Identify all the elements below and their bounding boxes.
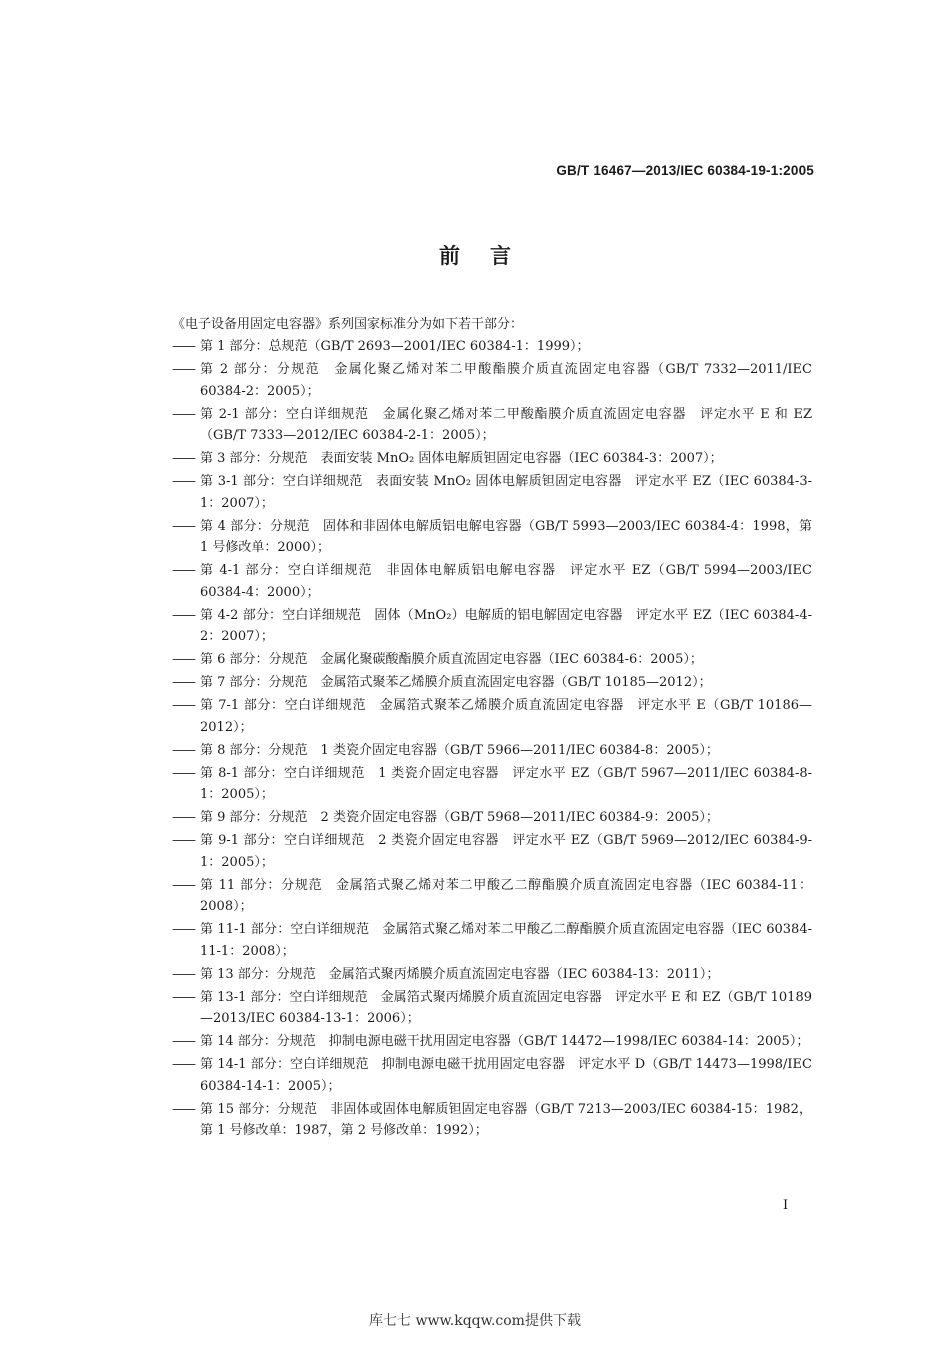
dash-marker: —— (172, 652, 194, 667)
list-item-text: 第 7 部分：分规范 金属箔式聚苯乙烯膜介质直流固定电容器（GB/T 10185—2012）； (200, 675, 712, 690)
list-item (172, 830, 812, 873)
list-item-text: 第 8 部分：分规范 1 类瓷介固定电容器（GB/T 5966—2011/IEC 60384-8：2005）； (200, 742, 719, 758)
list-item-text: 第 2-1 部分：空白详细规范 金属化聚乙烯对苯二甲酸酯膜介质直流固定电容器 评定水平 E 和 EZ（GB/T 7333—2012/IEC 60384-2-1：2005）； (200, 406, 812, 443)
parts-list (172, 336, 812, 1142)
list-item (172, 919, 812, 962)
list-item (172, 471, 812, 514)
list-item (172, 560, 812, 603)
list-item-text: 第 13-1 部分：空白详细规范 金属箔式聚丙烯膜介质直流固定电容器 评定水平 E 和 EZ（GB/T 10189—2013/IEC 60384-13-1：2006）； (200, 989, 812, 1026)
page-title: 前言 (439, 244, 541, 268)
list-item (172, 763, 812, 806)
list-item (172, 987, 812, 1030)
list-item-text: 第 8-1 部分：空白详细规范 1 类瓷介固定电容器 评定水平 EZ（GB/T 5967—2011/IEC 60384-8-1：2005）； (200, 765, 812, 802)
dash-marker: —— (172, 877, 194, 893)
list-item (172, 875, 812, 918)
list-item (172, 807, 812, 829)
list-item-text: 第 3 部分：分规范 表面安装 MnO₂ 固体电解质钽固定电容器（IEC 60384-3：2007）； (200, 451, 723, 466)
list-item-text: 第 7-1 部分：空白详细规范 金属箔式聚苯乙烯膜介质直流固定电容器 评定水平 E（GB/T 10186—2012）； (200, 698, 812, 735)
dash-marker: —— (172, 698, 194, 713)
dash-marker: —— (172, 1057, 194, 1072)
list-item-text: 第 9-1 部分：空白详细规范 2 类瓷介固定电容器 评定水平 EZ（GB/T 5969—2012/IEC 60384-9-1：2005）； (200, 833, 812, 870)
list-item-text: 第 4-1 部分：空白详细规范 非固体电解质铝电解电容器 评定水平 EZ（GB/T 5994—2003/IEC 60384-4：2000）； (200, 563, 812, 600)
dash-marker: —— (172, 1034, 194, 1049)
list-item (172, 672, 812, 694)
list-item (172, 448, 812, 470)
list-item-text: 第 14-1 部分：空白详细规范 抑制电源电磁干扰用固定电容器 评定水平 D（GB/T 14473—1998/IEC 60384-14-1：2005）； (200, 1057, 812, 1094)
list-item (172, 516, 812, 559)
list-item (172, 695, 812, 738)
dash-marker: —— (172, 922, 194, 937)
intro-text: 《电子设备用固定电容器》系列国家标准分为如下若干部分： (172, 317, 524, 332)
page-number: I (783, 1198, 789, 1213)
dash-marker: —— (172, 675, 194, 690)
list-item (172, 964, 812, 986)
dash-marker: —— (172, 833, 194, 848)
standard-code: GB/T 16467—2013/IEC 60384-19-1:2005 (556, 163, 814, 178)
dash-marker: —— (172, 765, 194, 781)
dash-marker: —— (172, 406, 194, 422)
dash-marker: —— (172, 989, 194, 1005)
foreword-body (172, 314, 812, 1143)
list-item (172, 336, 812, 358)
list-item-text: 第 4-2 部分：空白详细规范 固体（MnO₂）电解质的铝电解固定电容器 评定水平 EZ（IEC 60384-4-2：2007）； (200, 607, 812, 644)
list-item (172, 605, 812, 648)
list-item-text: 第 1 部分：总规范（GB/T 2693—2001/IEC 60384-1：1999）； (200, 339, 590, 354)
list-item (172, 649, 812, 671)
list-item-text: 第 11-1 部分：空白详细规范 金属箔式聚乙烯对苯二甲酸乙二醇酯膜介质直流固定电容器（IEC 60384-11-1：2008）； (200, 922, 812, 959)
list-item-text: 第 2 部分：分规范 金属化聚乙烯对苯二甲酸酯膜介质直流固定电容器（GB/T 7332—2011/IEC 60384-2：2005）； (200, 362, 812, 399)
list-item (172, 740, 812, 762)
dash-marker: —— (172, 339, 194, 354)
list-item (172, 1031, 812, 1053)
list-item-text: 第 15 部分：分规范 非固体或固体电解质钽固定电容器（GB/T 7213—2003/IEC 60384-15：1982，第 1 号修改单：1987，第 2 号修改单：1992）； (200, 1101, 812, 1138)
list-item-text: 第 3-1 部分：空白详细规范 表面安装 MnO₂ 固体电解质钽固定电容器 评定水平 EZ（IEC 60384-3-1：2007）； (200, 474, 812, 511)
list-item-text: 第 9 部分：分规范 2 类瓷介固定电容器（GB/T 5968—2011/IEC 60384-9：2005）； (200, 810, 719, 825)
dash-marker: —— (172, 966, 194, 982)
list-item-text: 第 13 部分：分规范 金属箔式聚丙烯膜介质直流固定电容器（IEC 60384-13：2011）； (200, 966, 720, 982)
dash-marker: —— (172, 518, 194, 534)
list-item-text: 第 14 部分：分规范 抑制电源电磁干扰用固定电容器（GB/T 14472—1998/IEC 60384-14：2005）； (200, 1034, 810, 1049)
dash-marker: —— (172, 451, 194, 466)
list-item-text: 第 11 部分：分规范 金属箔式聚乙烯对苯二甲酸乙二醇酯膜介质直流固定电容器（IEC 60384-11：2008）； (200, 877, 812, 914)
download-footer: 库七七 www.kqqw.com提供下载 (369, 1313, 581, 1329)
list-item (172, 404, 812, 447)
dash-marker: —— (172, 474, 194, 489)
dash-marker: —— (172, 563, 194, 578)
dash-marker: —— (172, 362, 194, 377)
list-item (172, 1054, 812, 1097)
dash-marker: —— (172, 1101, 194, 1117)
list-item-text: 第 6 部分：分规范 金属化聚碳酸酯膜介质直流固定电容器（IEC 60384-6：2005）； (200, 652, 703, 667)
list-item (172, 359, 812, 402)
dash-marker: —— (172, 607, 194, 623)
list-item-text: 第 4 部分：分规范 固体和非固体电解质铝电解电容器（GB/T 5993—2003/IEC 60384-4：1998，第 1 号修改单：2000）； (200, 518, 812, 555)
dash-marker: —— (172, 810, 194, 825)
list-item (172, 1099, 812, 1142)
dash-marker: —— (172, 742, 194, 758)
